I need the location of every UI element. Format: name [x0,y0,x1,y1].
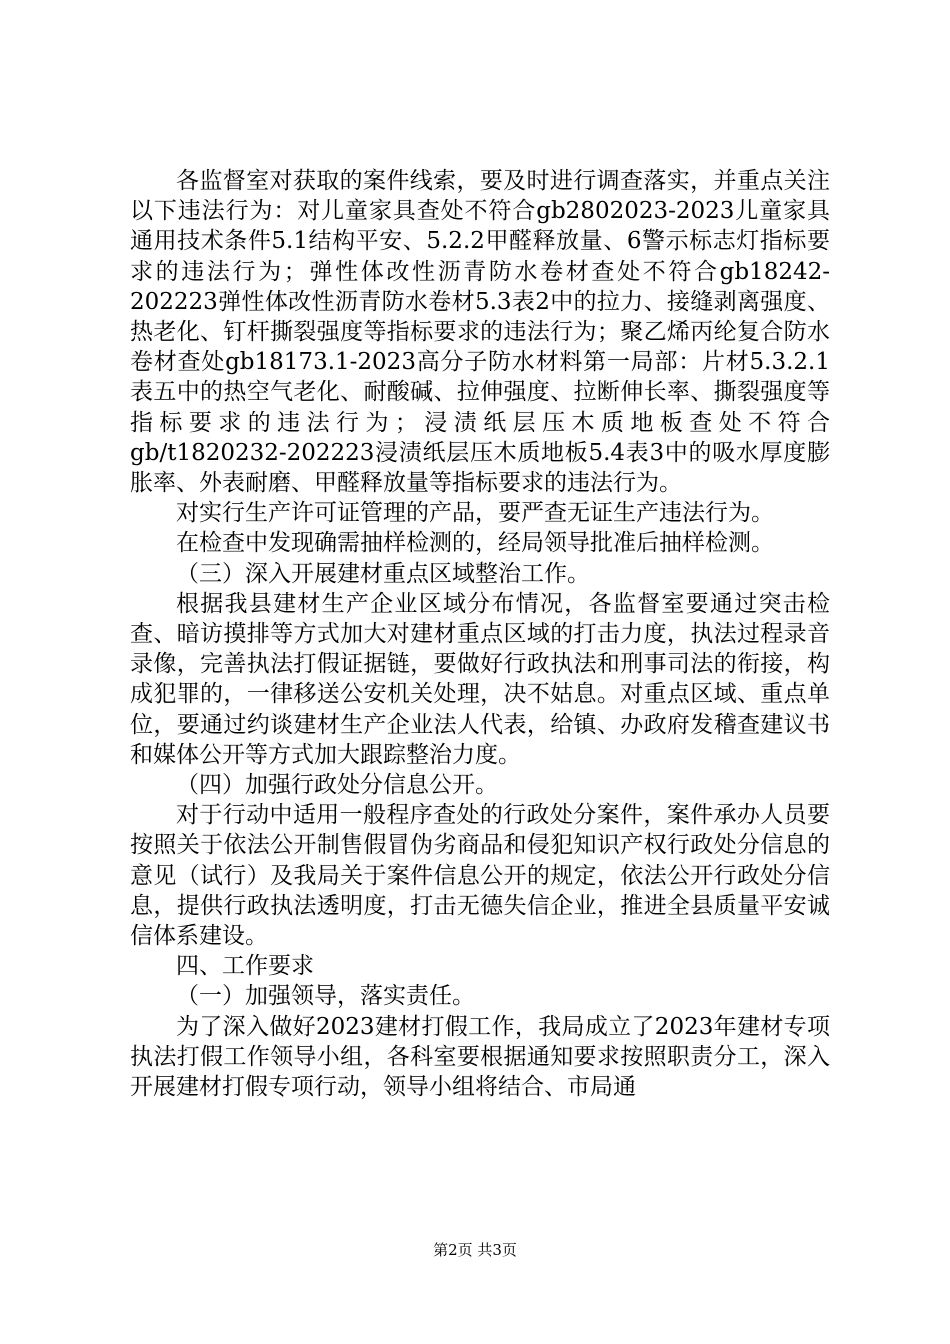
page-number-footer: 第2页 共3页 [433,1241,517,1259]
heading-leadership: （一）加强领导，落实责任。 [176,983,475,1010]
paragraph-key-area: 根据我县建材生产企业区域分布情况，各监督室要通过突击检查、暗访摸排等方式加大对建材重点区域的打击力度，执法过程录音录像，完善执法打假证据链，要做好行政执法和刑事司法的衔接，构成犯罪的，一律移送公安机关处理，决不姑息。对重点区域、重点单位，要通过约谈建材生产企业法人代表，给镇、办政府发稽查建议书和媒体公开等方式加大跟踪整治力度。 [130,590,830,768]
paragraph-penalty-disclosure: 对于行动中适用一般程序查处的行政处分案件，案件承办人员要按照关于依法公开制售假冒伪劣商品和侵犯知识产权行政处分信息的意见（试行）及我局关于案件信息公开的规定，依法公开行政处分信息，提供行政执法透明度，打击无德失信企业，推进全县质量平安诚信体系建设。 [130,802,830,950]
paragraph-leadership: 为了深入做好2023建材打假工作，我局成立了2023年建材专项执法打假工作领导小组，各科室要根据通知要求按照职责分工，深入开展建材打假专项行动，领导小组将结合、市局通 [130,1013,830,1101]
paragraph-sampling: 在检查中发现确需抽样检测的，经局领导批准后抽样检测。 [176,530,774,557]
heading-penalty-disclosure: （四）加强行政处分信息公开。 [176,772,498,799]
paragraph-case-clues: 各监督室对获取的案件线索，要及时进行调查落实，并重点关注以下违法行为：对儿童家具查处不符合gb2802023-2023儿童家具通用技术条件5.1结构平安、5.2.2甲醛释放量、6警示标志灯指标要求的违法行为；弹性体改性沥青防水卷材查处不符合gb18242-202223弹性体改性沥青防水卷材5.3表2中的拉力、接缝剥离强度、热老化、钉杆撕裂强度等指标要求的违法行为；聚乙烯丙纶复合防水卷材查处gb18173.1-2023高分子防水材料第一局部：片材5.3.2.1表五中的热空气老化、耐酸碱、拉伸强度、拉断伸长率、撕裂强度等指标要求的违法行为；浸渍纸层压木质地板查处不符合gb/t1820232-202223浸渍纸层压木质地板5.4表3中的吸水厚度膨胀率、外表耐磨、甲醛释放量等指标要求的违法行为。 [130,168,830,497]
heading-key-area-rectification: （三）深入开展建材重点区域整治工作。 [176,560,590,587]
heading-work-requirements: 四、工作要求 [176,953,314,980]
paragraph-license-check: 对实行生产许可证管理的产品，要严查无证生产违法行为。 [176,500,774,527]
document-body [130,166,830,1102]
